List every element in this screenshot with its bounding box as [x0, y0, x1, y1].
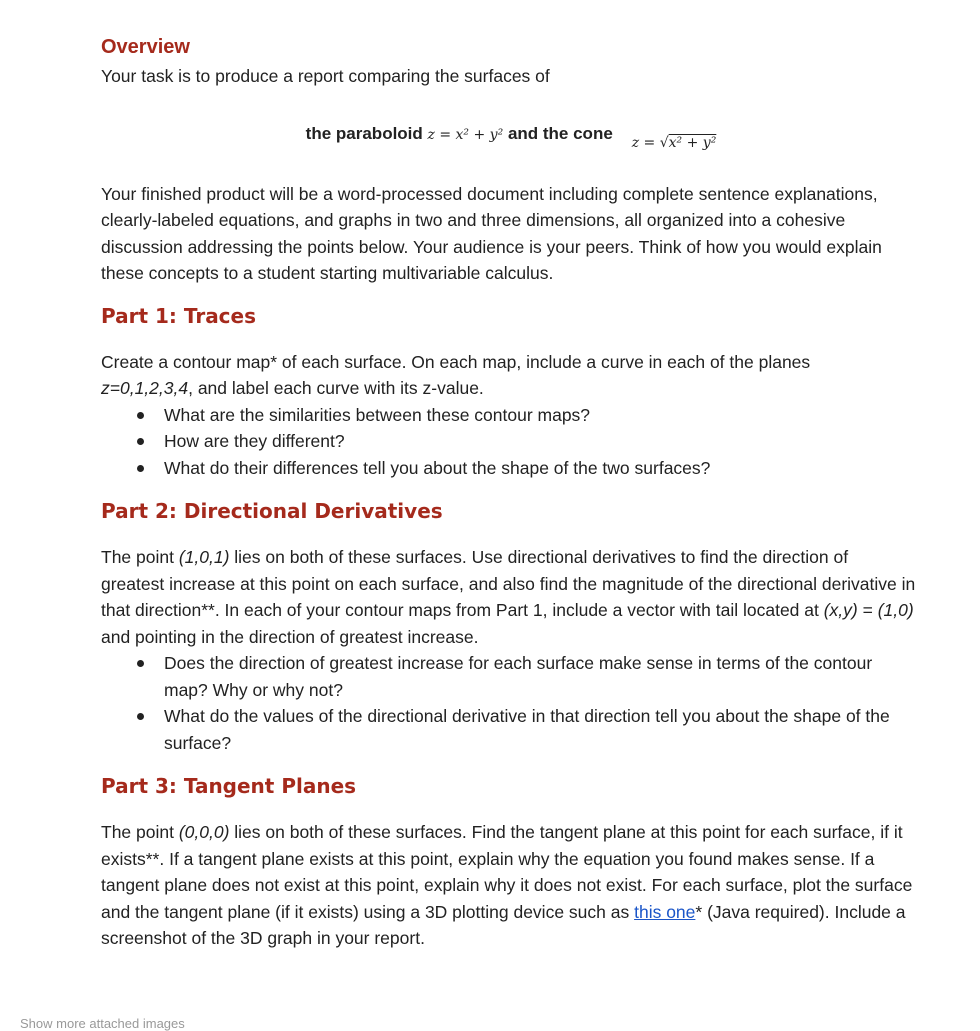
part3-text-a: The point: [101, 822, 179, 842]
document-page: [101, 36, 921, 952]
paraboloid-equation: z = x² + y²: [427, 126, 504, 143]
list-item: How are they different?: [164, 428, 921, 455]
part3-paragraph: [101, 819, 916, 952]
part3-point: (0,0,0): [178, 822, 230, 842]
show-more-hint[interactable]: Show more attached images: [20, 1016, 185, 1031]
part2-text-a: The point: [101, 547, 179, 567]
part1-text-b: , and label each curve with its z-value.: [188, 378, 484, 398]
part1-heading: Part 1: Traces: [101, 303, 257, 328]
part1-paragraph: [101, 349, 901, 402]
cone-equation: [632, 117, 717, 169]
part2-text-c: and pointing in the direction of greatest increase.: [101, 626, 479, 647]
paraboloid-label: the paraboloid: [305, 123, 423, 143]
part2-xy-value: (1,0): [877, 600, 914, 620]
part2-point: (1,0,1): [178, 547, 230, 567]
surfaces-line: [101, 108, 921, 160]
part2-paragraph: [101, 544, 916, 650]
overview-intro: Your task is to produce a report comparing the surfaces of: [101, 66, 550, 86]
list-item: What are the similarities between these contour maps?: [164, 402, 921, 429]
part1-text-a: Create a contour map* of each surface. On each map, include a curve in each of the planes: [101, 351, 811, 372]
cone-eq-radicand: x² + y²: [668, 134, 717, 151]
part3-heading: Part 3: Tangent Planes: [101, 774, 357, 798]
cone-label: and the cone: [507, 123, 613, 143]
part2-bullet-list: [101, 650, 916, 756]
part1-planes: z=0,1,2,3,4: [101, 378, 189, 398]
part2-eq: =: [857, 600, 878, 620]
cone-eq-prefix: z = √: [631, 134, 669, 151]
part2-xy: (x,y): [823, 600, 858, 620]
part3-text-c: * (Java required). Include a screenshot of the 3D graph in your report.: [101, 901, 906, 948]
part3-text-b: lies on both of these surfaces. Find the tangent plane at this point for each surface, if it exists**. If a tangent plane exists at this point, explain why the equation you found makes sense. If a tangent plane does not exist at this point, explain why it does not exist. For each surface, plot the surface and the tangent plane (if it exists) using a 3D plotting device such as: [101, 822, 913, 922]
list-item: What do their differences tell you about the shape of the two surfaces?: [164, 455, 921, 482]
product-paragraph: Your finished product will be a word-processed document including complete sentence explanations, clearly-labeled equations, and graphs in two and three dimensions, all organized into a cohesive discussion addressing the points below. Your audience is your peers. Think of how you would explain these concepts to a student starting multivariable calculus.: [101, 183, 882, 283]
part2-heading: Part 2: Directional Derivatives: [101, 499, 443, 523]
plotting-tool-link[interactable]: this one: [634, 901, 696, 922]
list-item: What do the values of the directional derivative in that direction tell you about the shape of the surface?: [164, 703, 916, 756]
part2-text-b: lies on both of these surfaces. Use directional derivatives to find the direction of greatest increase at this point on each surface, and also find the magnitude of the directional derivative in that direction**. In each of your contour maps from Part 1, include a vector with tail located at: [101, 547, 916, 620]
list-item: Does the direction of greatest increase for each surface make sense in terms of the contour map? Why or why not?: [164, 650, 916, 703]
overview-heading: Overview: [101, 36, 190, 58]
part1-bullet-list: [101, 402, 921, 482]
